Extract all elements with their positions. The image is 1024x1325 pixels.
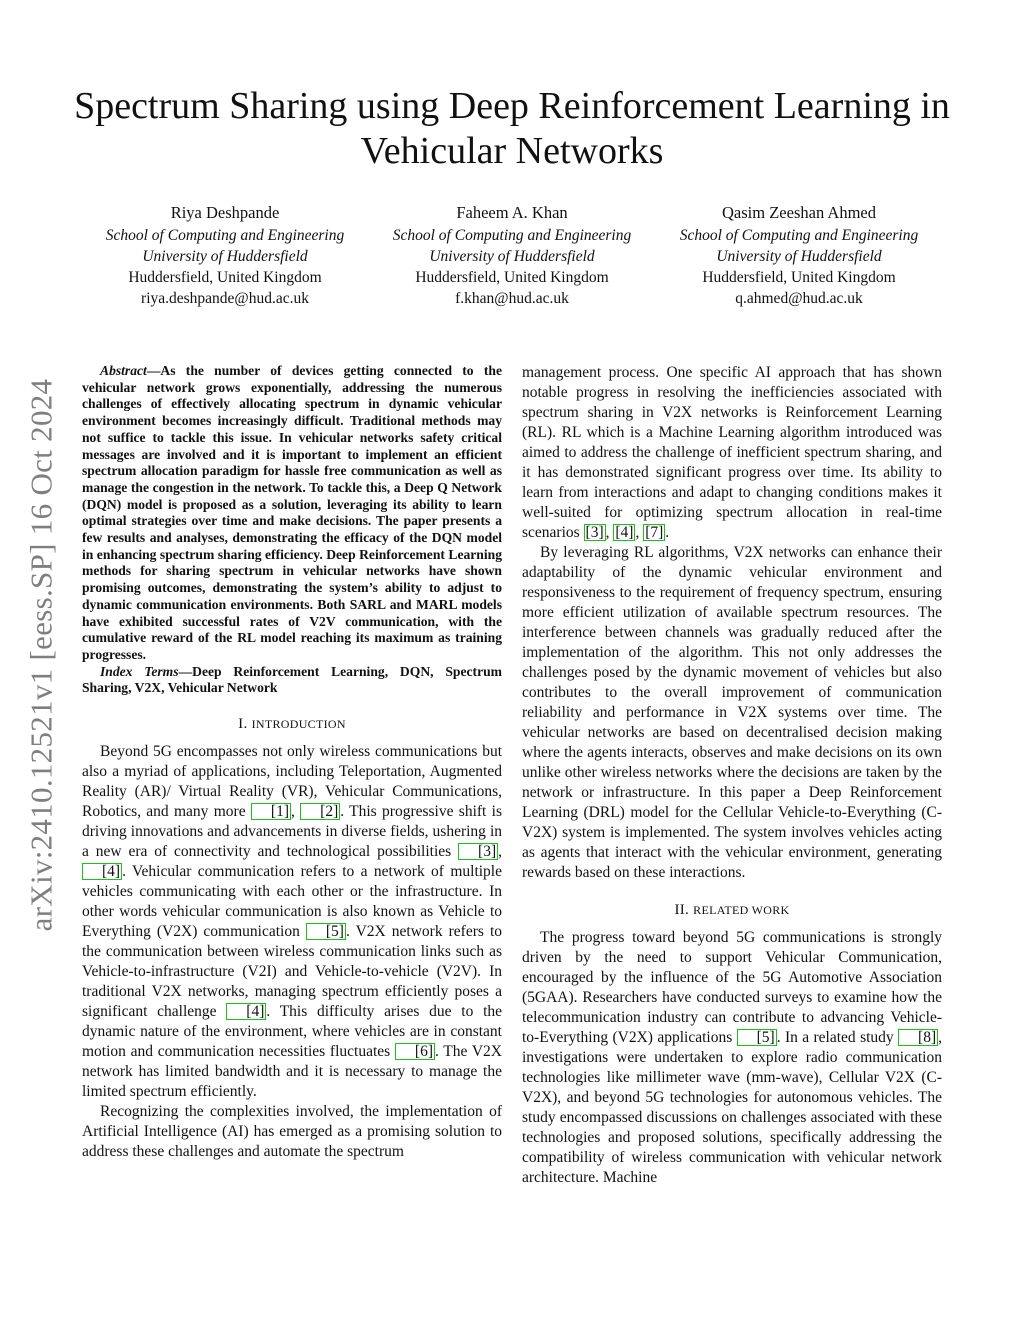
- text-run: . The V2X network has limited bandwidth and it is necessary to manage the limited spectrum efficiently.: [82, 1043, 502, 1101]
- author-2: [369, 202, 655, 309]
- text-run: .: [665, 524, 670, 541]
- index-terms-label: Index Terms: [100, 663, 179, 679]
- citation-link[interactable]: [5]: [306, 923, 346, 940]
- citation-link[interactable]: [2]: [300, 803, 340, 820]
- intro-paragraph-2-continued: [522, 363, 942, 543]
- citation-link[interactable]: [4]: [226, 1003, 266, 1020]
- intro-paragraph-3: By leveraging RL algorithms, V2X networks can enhance their adaptability of the dynamic vehicular environment and responsiveness to the requirement of frequency spectrum, ensuring more efficient utilization of available spectrum resources. The interference between channels was gradually reduced after the implementation of the algorithm. This not only addresses the challenges posed by the dynamic movement of vehicles but also contributes to the overall improvement of communication reliability and performance in V2X systems over time. The vehicular networks are based on decentralised decision making where the agents interacts, observes and make decisions on its own unlike other wireless networks where the decisions are taken by the network or infrastructure. In this paper a Deep Reinforcement Learning (DRL) model for the Cellular Vehicle-to-Everything (C-V2X) system is implemented. The system involves vehicles acting as agents that interact with the vehicular environment, generating rewards based on these interactions.: [522, 544, 942, 881]
- section-number: II.: [674, 902, 690, 918]
- citation-link[interactable]: [4]: [82, 863, 122, 880]
- citation-link[interactable]: [8]: [898, 1029, 938, 1046]
- section-heading-introduction: [82, 714, 502, 734]
- text-run: ,: [635, 524, 644, 541]
- intro-paragraph-1: [82, 742, 502, 1102]
- author-location: Huddersfield, United Kingdom: [702, 269, 896, 286]
- author-location: Huddersfield, United Kingdom: [415, 269, 609, 286]
- paper-title: Spectrum Sharing using Deep Reinforcement Learning in Vehicular Networks: [74, 85, 950, 172]
- section-heading-related-work: [522, 900, 942, 920]
- citation-link[interactable]: [6]: [395, 1043, 435, 1060]
- author-school: School of Computing and Engineering: [392, 227, 632, 244]
- text-run: ,: [290, 803, 301, 821]
- text-run: ,: [605, 524, 614, 541]
- author-email[interactable]: riya.deshpande@hud.ac.uk: [141, 290, 309, 307]
- author-university: University of Huddersfield: [142, 248, 308, 265]
- section-title: INTRODUCTION: [251, 717, 346, 732]
- arxiv-identifier-text: arXiv:2410.12521v1 [eess.SP] 16 Oct 2024: [23, 378, 59, 931]
- author-name: Qasim Zeeshan Ahmed: [722, 203, 876, 222]
- abstract-label: Abstract: [100, 363, 147, 378]
- text-run: Beyond 5G encompasses not only wireless communications but also a myriad of applications, including Teleportation, Augmented Reality (AR)/ Virtual Reality (VR), Vehicular Communications, Robotics, and many more: [82, 743, 502, 821]
- author-university: University of Huddersfield: [716, 248, 882, 265]
- text-run: , investigations were undertaken to explore radio communication technologies like millimeter wave (mm-wave), Cellular V2X (C-V2X), and beyond 5G technologies for autonomous vehicles. The study encompassed discussions on challenges associated with these technologies and proposed solutions, specifically addressing the compatibility of wireless communication with vehicular network architecture. Machine: [522, 1029, 942, 1186]
- citation-link[interactable]: [5]: [737, 1029, 777, 1046]
- author-name: Faheem A. Khan: [456, 203, 568, 222]
- text-run: . Vehicular communication refers to a network of multiple vehicles communicating with each other or the infrastructure. In other words vehicular communication is also known as Vehicle to Everything (V2X) communication: [82, 863, 502, 941]
- abstract-text: As the number of devices getting connected to the vehicular network grows exponentially, addressing the numerous challenges of effectively allocating spectrum in dynamic vehicular environment becomes increasingly difficult. Traditional methods may not suffice to tackle this issue. In vehicular networks safety critical messages are involved and it is important to implement an efficient spectrum allocation paradigm for hassle free communication as well as manage the congestion in the network. To tackle this, a Deep Q Network (DQN) model is proposed as a solution, leveraging its ability to learn optimal strategies over time and make decisions. The paper presents a few results and analyses, demonstrating the efficacy of the DQN model in enhancing spectrum sharing efficiency. Deep Reinforcement Learning methods for sharing spectrum in vehicular networks have shown promising outcomes, demonstrating the system’s ability to adjust to dynamic communication environments. Both SARL and MARL models have exhibited successful rates of V2V communication, with the cumulative reward of the RL model reaching its maximum as training progresses.: [82, 363, 502, 662]
- author-block: [82, 202, 942, 309]
- text-run: . This progressive shift is driving innovations and advancements in diverse fields, ushering in a new era of connectivity and technological possibilities: [82, 803, 502, 861]
- citation-link[interactable]: [3]: [585, 524, 604, 541]
- text-run: The progress toward beyond 5G communications is strongly driven by the need to support Vehicular Communication, encouraged by the influence of the 5G Automotive Association (5GAA). Researchers have conducted surveys to examine how the telecommunication industry can contribute to advancing Vehicle-to-Everything (V2X) applications: [522, 929, 942, 1046]
- author-location: Huddersfield, United Kingdom: [128, 269, 322, 286]
- author-3: [656, 202, 942, 309]
- text-run: ,: [498, 843, 502, 861]
- intro-paragraph-2: Recognizing the complexities involved, the implementation of Artificial Intelligence (AI) has emerged as a promising solution to address these challenges and automate the spectrum: [82, 1103, 502, 1161]
- author-email[interactable]: q.ahmed@hud.ac.uk: [735, 290, 863, 307]
- text-run: . This difficulty arises due to the dynamic nature of the environment, where vehicles are in constant motion and communication necessities fluctuates: [82, 1003, 503, 1061]
- index-terms: Index Terms—Deep Reinforcement Learning, DQN, Spectrum Sharing, V2X, Vehicular Network: [82, 663, 502, 696]
- author-email[interactable]: f.khan@hud.ac.uk: [455, 290, 569, 307]
- section-number: I.: [238, 716, 248, 733]
- author-school: School of Computing and Engineering: [105, 227, 345, 244]
- citation-link[interactable]: [1]: [251, 803, 291, 820]
- related-work-paragraph-1: [522, 928, 942, 1188]
- citation-link[interactable]: [3]: [458, 843, 498, 860]
- citation-link[interactable]: [7]: [645, 524, 664, 541]
- right-column: [522, 363, 942, 1188]
- text-run: . V2X network refers to the communication between wireless communication links such as Vehicle-to-infrastructure (V2I) and Vehicle-to-vehicle (V2V). In traditional V2X networks, managing spectrum efficiently poses a significant challenge: [82, 923, 502, 1021]
- citation-link[interactable]: [4]: [615, 524, 634, 541]
- index-terms-text: Deep Reinforcement Learning, DQN, Spectrum Sharing, V2X, Vehicular Network: [82, 663, 502, 696]
- text-run: management process. One specific AI approach that has shown notable progress in resolving the inefficiencies associated with spectrum sharing in V2X networks is Reinforcement Learning (RL). RL which is a Machine Learning algorithm introduced was aimed to address the challenge of inefficient spectrum sharing, and it has demonstrated significant progress over time. Its ability to learn from interactions and adapt to changing conditions makes it well-suited for optimizing spectrum allocation in real-time scenarios: [522, 364, 942, 541]
- left-column: [82, 363, 502, 1162]
- author-school: School of Computing and Engineering: [679, 227, 919, 244]
- author-1: [82, 202, 368, 309]
- arxiv-identifier: [16, 352, 66, 957]
- author-name: Riya Deshpande: [170, 203, 280, 222]
- author-university: University of Huddersfield: [429, 248, 595, 265]
- section-title: RELATED WORK: [693, 903, 790, 917]
- abstract: Abstract—As the number of devices getting connected to the vehicular network grows exponentially, addressing the numerous challenges of effectively allocating spectrum in dynamic vehicular environment becomes increasingly difficult. Traditional methods may not suffice to tackle this issue. In vehicular networks safety critical messages are involved and it is important to implement an efficient spectrum allocation paradigm for hassle free communication as well as manage the congestion in the network. To tackle this, a Deep Q Network (DQN) model is proposed as a solution, leveraging its ability to learn optimal strategies over time and make decisions. The paper presents a few results and analyses, demonstrating the efficacy of the DQN model in enhancing spectrum sharing efficiency. Deep Reinforcement Learning methods for sharing spectrum in vehicular networks have shown promising outcomes, demonstrating the system’s ability to adjust to dynamic communication environments. Both SARL and MARL models have exhibited successful rates of V2V communication, with the cumulative reward of the RL model reaching its maximum as training progresses.: [82, 363, 502, 662]
- text-run: . In a related study: [776, 1029, 899, 1046]
